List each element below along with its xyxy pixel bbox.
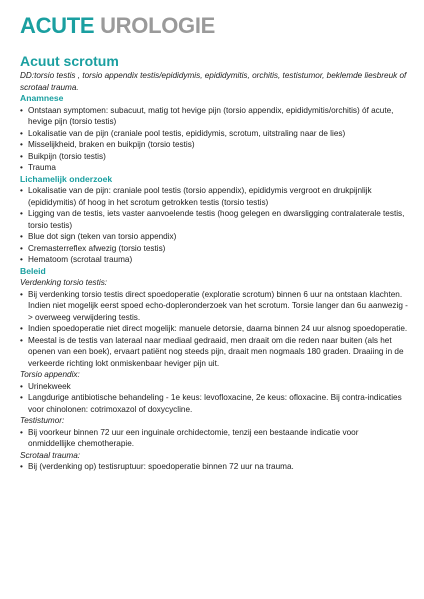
onderzoek-heading: Lichamelijk onderzoek — [20, 173, 113, 184]
header-acute: ACUTE — [20, 13, 95, 38]
list-item: • Langdurige antibiotische behandeling - 1e keus: levofloxacine, 2e keus: ofloxacine. Bij contra-indicaties voor chinolonen: cotrimoxazol of doxycycline. — [20, 392, 408, 415]
anamnese-list — [20, 105, 408, 174]
list-item: • Buikpijn (torsio testis) — [20, 151, 408, 163]
list-item: • Bij (verdenking op) testisruptuur: spoedoperatie binnen 72 uur na trauma. — [20, 461, 408, 473]
subheading-testistumor: Testistumor: — [20, 416, 65, 425]
list-item: • Lokalisatie van de pijn: craniale pool testis (torsio appendix), epididymis vergroot en drukpijnlijk (epididymitis) óf hoog in het scrotum getrokken testis (torsio testis) — [20, 185, 408, 208]
list-item: • Cremasterreflex afwezig (torsio testis) — [20, 243, 408, 255]
list-item: • Meestal is de testis van lateraal naar mediaal gedraaid, men draait om die reden naar buiten (als het openen van een boek), ervaart patiënt nog steeds pijn, draait men nogmaals 180 graden. Draaiing in de verkeerde richting lokt onmiskenbaar heviger pijn uit. — [20, 335, 408, 370]
list-item: • Bij verdenking torsio testis direct spoedoperatie (exploratie scrotum) binnen 6 uur na ontstaan klachten. Indien niet mogelijk eerst spoed echo-dopleronderzoek van het scrotum. Torsie langer dan 6u aanwezig -> overweeg verwijdering testis. — [20, 289, 408, 324]
beleid-heading: Beleid — [20, 265, 46, 276]
list-item: • Ontstaan symptomen: subacuut, matig tot hevige pijn (torsio appendix, epididymitis/orchitis) óf acute, hevige pijn (torsio testis) — [20, 105, 408, 128]
list-item: • Indien spoedoperatie niet direct mogelijk: manuele detorsie, daarna binnen 24 uur alsnog spoedoperatie. — [20, 323, 408, 335]
list-item: • Trauma — [20, 162, 408, 174]
page-header — [20, 13, 408, 39]
list-item: • Lokalisatie van de pijn (craniale pool testis, epididymis, scrotum, uitstraling naar de lies) — [20, 128, 408, 140]
testistumor-list — [20, 427, 408, 450]
differential-diagnosis: DD:torsio testis , torsio appendix testis/epididymis, epididymitis, orchitis, testistumor, beklemde liesbreuk of scrotaal trauma. — [20, 71, 407, 92]
subheading-torsio-testis: Verdenking torsio testis: — [20, 278, 108, 287]
torsio-testis-list — [20, 289, 408, 370]
list-item: • Ligging van de testis, iets vaster aanvoelende testis (hoog gelegen en dwarsligging contralaterale testis, torsio testis) — [20, 208, 408, 231]
header-urologie: UROLOGIE — [94, 13, 216, 38]
torsio-appendix-list — [20, 381, 408, 416]
list-item: • Blue dot sign (teken van torsio appendix) — [20, 231, 408, 243]
list-item: • Hematoom (scrotaal trauma) — [20, 254, 408, 266]
list-item: • Bij voorkeur binnen 72 uur een inguinale orchidectomie, tenzij een bestaande indicatie voor onmiddellijke chemotherapie. — [20, 427, 408, 450]
anamnese-heading: Anamnese — [20, 93, 64, 103]
subheading-scrotaal-trauma: Scrotaal trauma: — [20, 450, 81, 460]
onderzoek-list — [20, 185, 408, 266]
scrotaal-trauma-list — [20, 461, 408, 473]
section-title: Acuut scrotum — [20, 53, 119, 69]
list-item: • Misselijkheid, braken en buikpijn (torsio testis) — [20, 139, 408, 151]
subheading-torsio-appendix: Torsio appendix: — [20, 370, 80, 379]
list-item: • Urinekweek — [20, 381, 408, 393]
